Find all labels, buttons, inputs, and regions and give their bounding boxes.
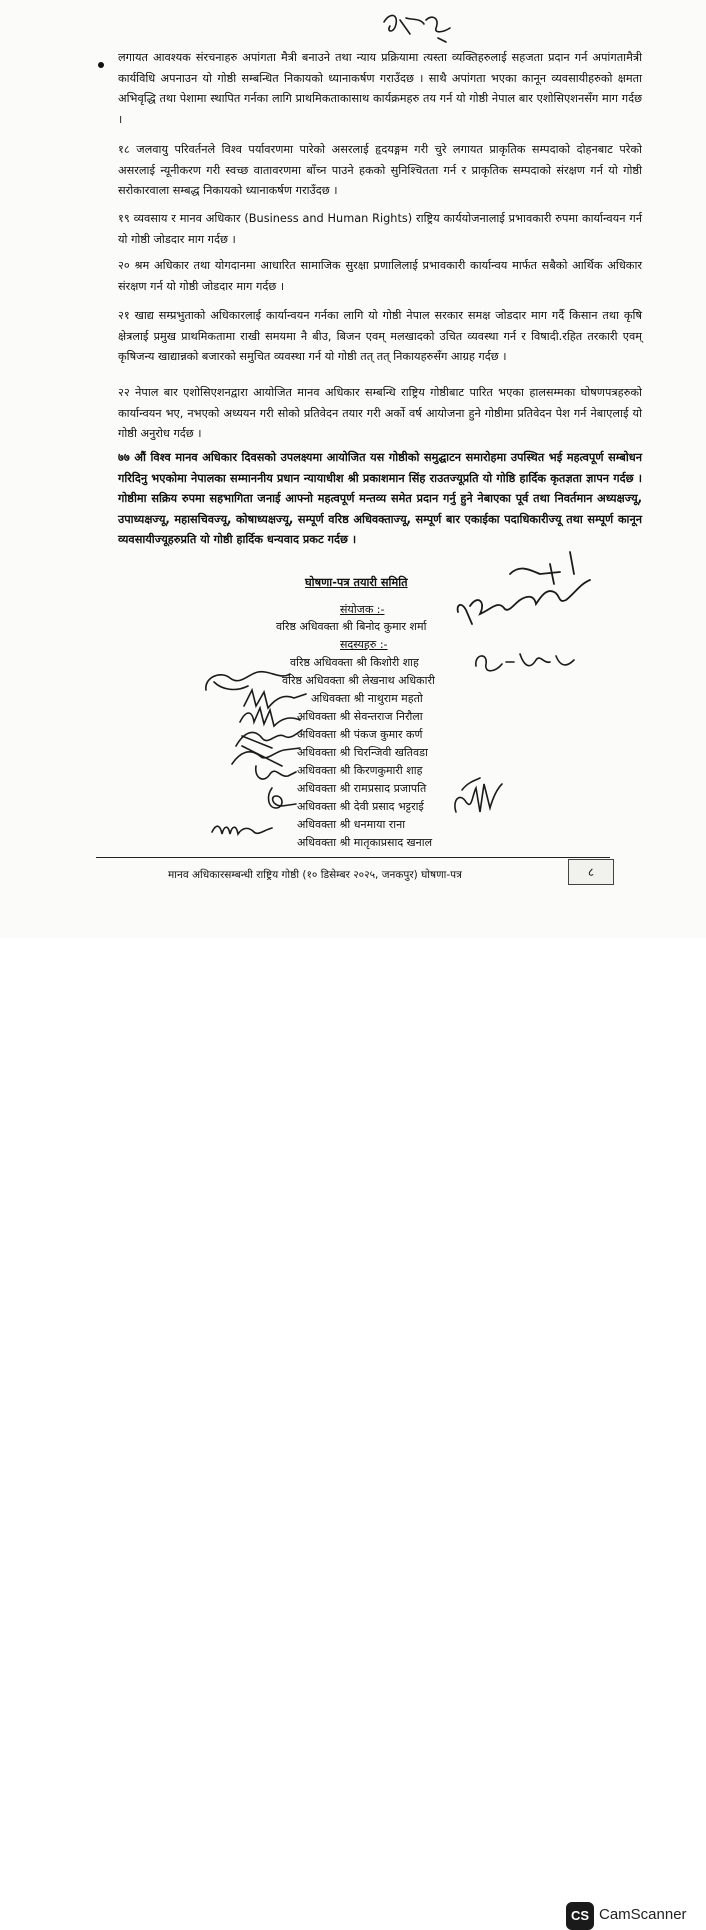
scanner-watermark-area bbox=[0, 938, 706, 1923]
member-item: अधिवक्ता श्री नाथुराम महतो bbox=[311, 692, 423, 705]
member-item: वरिष्ठ अधिवक्ता श्री लेखनाथ अधिकारी bbox=[282, 674, 435, 687]
member-item: अधिवक्ता श्री देवी प्रसाद भट्टराई bbox=[297, 800, 424, 813]
member-signature bbox=[208, 816, 278, 842]
footer-text: मानव अधिकारसम्बन्धी राष्ट्रिय गोष्ठी (१० डिसेम्बर २०२५, जनकपुर) घोषणा-पत्र bbox=[168, 869, 462, 881]
footer-page-number: ८ bbox=[568, 859, 614, 885]
convenor-name: वरिष्ठ अधिवक्ता श्री बिनोद कुमार शर्मा bbox=[276, 620, 427, 633]
member-item: वरिष्ठ अधिवक्ता श्री किशोरी शाह bbox=[290, 656, 419, 669]
handwritten-page-mark bbox=[380, 8, 460, 48]
members-label: सदस्यहरु :- bbox=[340, 638, 388, 651]
member-signature bbox=[470, 646, 580, 680]
member-item: अधिवक्ता श्री किरणकुमारी शाह bbox=[297, 764, 423, 777]
convenor-signature bbox=[450, 544, 600, 634]
paragraph-21-food-sovereignty: २१ खाद्य सम्प्रभुताको अधिकारलाई कार्यान्वयन गर्नका लागि यो गोष्ठी नेपाल सरकार समक्ष जोडदार माग गर्दै किसान तथा कृषि क्षेत्रलाई प्रमुख प्राथमिकतामा राखी समयमा नै बीउ, बिजन एवम् मलखादको उचित व्यवस्था गर्न र विषादी.रहित तरकारी एवम् कृषिजन्य खाद्यान्नको बजारको समुचित व्यवस्था गर्न यो गोष्ठी तत् तत् निकायहरुसँग आग्रह गर्दछ । bbox=[118, 309, 642, 363]
list-bullet bbox=[98, 62, 104, 68]
paragraph-22-implementation: २२ नेपाल बार एशोसिएशनद्वारा आयोजित मानव अधिकार सम्बन्धि राष्ट्रिय गोष्ठीबाट पारित भएका हालसम्मका घोषणपत्रहरुको कार्यान्वयन भए, नभएको अध्ययन गरी सोको प्रतिवेदन तयार गरी अर्को वर्ष आयोजना हुने गोष्ठीमा प्रतिवेदन पेश गर्न नेबाएलाई यो गोष्ठी अनुरोध गर्दछ । bbox=[118, 386, 642, 440]
member-item: अधिवक्ता श्री पंकज कुमार कर्ण bbox=[297, 728, 423, 741]
member-item: अधिवक्ता श्री सेवन्तराज निरौला bbox=[297, 710, 423, 723]
camscanner-logo-icon: CS bbox=[566, 1902, 594, 1930]
paragraph-20-labour-rights: २० श्रम अधिकार तथा योगदानमा आधारित सामाजिक सुरक्षा प्रणालिलाई प्रभावकारी कार्यान्वय मार्फत सबैको आर्थिक अधिकार संरक्षण गर्न यो गोष्ठी जोडदार माग गर्दछ । bbox=[118, 259, 642, 293]
paragraph-18-climate: १८ जलवायु परिवर्तनले विश्व पर्यावरणमा पारेको असरलाई हृदयङ्गम गरी चुरे लगायत प्राकृतिक सम्पदाको दोहनबाट परेको असरलाई न्यूनीकरण गरी स्वच्छ वातावरणमा बाँच्न पाउने हकको सुनिश्चितता गर्न र प्राकृतिक सम्पदाको संरक्षण गर्न यो गोष्ठी सरोकारवाला सम्बद्ध निकायको ध्यानाकर्षण गराउँदछ । bbox=[118, 143, 642, 197]
member-item: अधिवक्ता श्री रामप्रसाद प्रजापति bbox=[297, 782, 427, 795]
member-item: अधिवक्ता श्री मातृकाप्रसाद खनाल bbox=[297, 836, 433, 849]
convenor-label: संयोजक :- bbox=[340, 603, 385, 616]
camscanner-name: CamScanner bbox=[599, 1906, 687, 1923]
committee-title: घोषणा-पत्र तयारी समिति bbox=[305, 576, 408, 589]
member-signature bbox=[446, 772, 506, 818]
footer-divider bbox=[96, 857, 610, 858]
paragraph-gratitude: ७७ औं विश्व मानव अधिकार दिवसको उपलक्ष्यमा आयोजित यस गोष्ठीको समुद्घाटन समारोहमा उपस्थित भई महत्वपूर्ण सम्बोधन गरिदिनु भएकोमा नेपालका सम्माननीय प्रधान न्यायाधीश श्री प्रकाशमान सिंह राउतज्यूप्रति यो गोष्ठि हार्दिक कृतज्ञता ज्ञापन गर्दछ । गोष्ठीमा सक्रिय रुपमा सहभागिता जनाई आफ्नो महत्वपूर्ण मन्तव्य समेत प्रदान गर्नु हुने नेबाएका पूर्व तथा निवर्तमान अध्यक्षज्यू, उपाध्यक्षज्यू, महासचिवज्यू, कोषाध्यक्षज्यू, सम्पूर्ण वरिष्ठ अधिवक्ताज्यू, सम्पूर्ण बार एकाईका पदाधिकारीज्यू तथा सम्पूर्ण कानून व्यवसायीज्यूहरुप्रति यो गोष्ठी हार्दिक धन्यवाद प्रकट गर्दछ । bbox=[118, 451, 642, 546]
paragraph-19-business-human-rights: १९ व्यवसाय र मानव अधिकार (Business and Human Rights) राष्ट्रिय कार्ययोजनालाई प्रभावकारी रुपमा कार्यान्वयन गर्न यो गोष्ठी जोडदार माग गर्दछ । bbox=[118, 212, 642, 246]
member-item: अधिवक्ता श्री धनमाया राना bbox=[297, 818, 406, 831]
member-signature bbox=[262, 782, 302, 814]
member-item: अधिवक्ता श्री चिरन्जिवी खतिवडा bbox=[297, 746, 428, 759]
paragraph-disability: लगायत आवश्यक संरचनाहरु अपांगता मैत्री बनाउने तथा न्याय प्रक्रियामा त्यस्ता व्यक्तिहरुलाई सहजता प्रदान गर्न अपांगतामैत्री कार्यविधि अपनाउन यो गोष्ठी सम्बन्धित निकायको ध्यानाकर्षण गराउँदछ । साथै अपांगता भएका कानून व्यवसायीहरुको क्षमता अभिवृद्धि तथा पेशामा स्थापित गर्नका लागि प्राथमिकताकासाथ कार्यक्रमहरु तय गर्न यो गोष्ठी नेपाल बार एशोसिएशनसँग माग गर्दछ । bbox=[118, 51, 642, 126]
